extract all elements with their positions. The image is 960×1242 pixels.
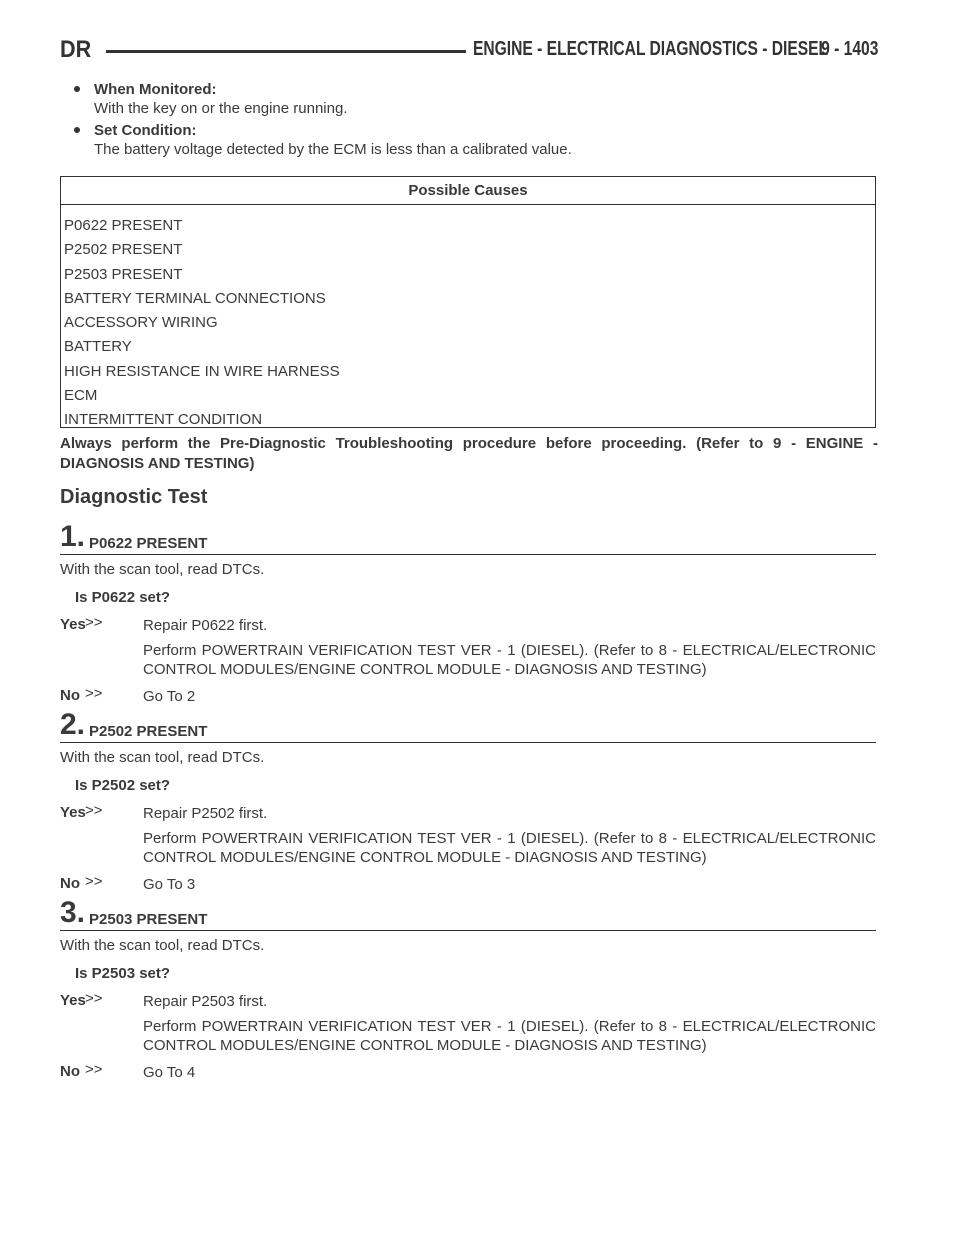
diagnostic-step-1 bbox=[60, 520, 876, 712]
yes-action: Repair P2502 first. bbox=[143, 805, 268, 822]
header-model-code: DR bbox=[60, 36, 92, 63]
bullet-text: The battery voltage detected by the ECM is less than a calibrated value. bbox=[94, 141, 572, 158]
response-yes bbox=[60, 992, 876, 1055]
arrow-icon: >> bbox=[85, 802, 103, 819]
pre-diagnostic-note: Always perform the Pre-Diagnostic Troubleshooting procedure before proceeding. (Refer to 9 - ENGINE - DIAGNOSIS AND TESTING) bbox=[60, 435, 878, 472]
response-yes bbox=[60, 616, 876, 679]
bullet-label: Set Condition: bbox=[94, 122, 197, 139]
page-header bbox=[60, 36, 878, 66]
yes-detail: Perform POWERTRAIN VERIFICATION TEST VER - 1 (DIESEL). (Refer to 8 - ELECTRICAL/ELECTRONIC CONTROL MODULES/ENGINE CONTROL MODULE - DIAGNOSIS AND TESTING) bbox=[143, 642, 876, 678]
yes-action: Repair P2503 first. bbox=[143, 993, 268, 1010]
step-question: Is P2502 set? bbox=[75, 777, 171, 794]
response-yes bbox=[60, 804, 876, 867]
no-action: Go To 4 bbox=[143, 1064, 196, 1081]
yes-action-body bbox=[143, 804, 876, 867]
possible-causes-table bbox=[60, 176, 876, 428]
possible-causes-list bbox=[61, 205, 875, 433]
step-heading bbox=[60, 520, 876, 555]
yes-detail: Perform POWERTRAIN VERIFICATION TEST VER - 1 (DIESEL). (Refer to 8 - ELECTRICAL/ELECTRONIC CONTROL MODULES/ENGINE CONTROL MODULE - DIAGNOSIS AND TESTING) bbox=[143, 1018, 876, 1054]
bullet-dot-icon bbox=[74, 127, 80, 133]
header-title: ENGINE - ELECTRICAL DIAGNOSTICS - DIESEL bbox=[473, 38, 829, 60]
yes-action-body bbox=[143, 616, 876, 679]
yes-label: Yes bbox=[60, 992, 86, 1009]
possible-causes-title: Possible Causes bbox=[61, 177, 875, 205]
step-number: 3. bbox=[60, 896, 86, 929]
arrow-icon: >> bbox=[85, 990, 103, 1007]
header-rule bbox=[106, 50, 466, 53]
no-action-body bbox=[143, 687, 876, 706]
step-heading bbox=[60, 708, 876, 743]
step-instruction: With the scan tool, read DTCs. bbox=[60, 749, 265, 766]
bullet-set-condition bbox=[60, 121, 878, 159]
step-instruction: With the scan tool, read DTCs. bbox=[60, 937, 265, 954]
monitor-conditions bbox=[60, 80, 878, 162]
step-number: 2. bbox=[60, 708, 86, 741]
arrow-icon: >> bbox=[85, 1061, 103, 1078]
no-action: Go To 2 bbox=[143, 688, 196, 705]
cause-item: INTERMITTENT CONDITION bbox=[64, 411, 263, 429]
no-label: No bbox=[60, 687, 80, 704]
yes-detail: Perform POWERTRAIN VERIFICATION TEST VER - 1 (DIESEL). (Refer to 8 - ELECTRICAL/ELECTRONIC CONTROL MODULES/ENGINE CONTROL MODULE - DIAGNOSIS AND TESTING) bbox=[143, 830, 876, 866]
step-title: P2502 PRESENT bbox=[89, 723, 208, 740]
cause-item: P0622 PRESENT bbox=[64, 217, 183, 234]
step-number: 1. bbox=[60, 520, 86, 553]
cause-item: ACCESSORY WIRING bbox=[64, 314, 218, 332]
cause-item: P2502 PRESENT bbox=[64, 241, 183, 259]
step-heading bbox=[60, 896, 876, 931]
bullet-dot-icon bbox=[74, 86, 80, 92]
yes-action: Repair P0622 first. bbox=[143, 617, 268, 634]
diagnostic-step-3 bbox=[60, 896, 876, 1088]
response-no bbox=[60, 1063, 876, 1082]
cause-item: P2503 PRESENT bbox=[64, 265, 183, 283]
step-question: Is P0622 set? bbox=[75, 589, 171, 606]
no-action: Go To 3 bbox=[143, 876, 196, 893]
no-label: No bbox=[60, 875, 80, 892]
response-no bbox=[60, 875, 876, 894]
arrow-icon: >> bbox=[85, 685, 103, 702]
cause-item: ECM bbox=[64, 387, 98, 405]
arrow-icon: >> bbox=[85, 873, 103, 890]
bullet-label: When Monitored: bbox=[94, 81, 217, 98]
response-no bbox=[60, 687, 876, 706]
yes-label: Yes bbox=[60, 804, 86, 821]
step-question: Is P2503 set? bbox=[75, 965, 171, 982]
step-title: P2503 PRESENT bbox=[89, 911, 208, 928]
section-title: Diagnostic Test bbox=[60, 486, 208, 508]
page-number: 9 - 1403 bbox=[820, 38, 878, 60]
cause-item: HIGH RESISTANCE IN WIRE HARNESS bbox=[64, 362, 340, 380]
no-action-body bbox=[143, 1063, 876, 1082]
yes-label: Yes bbox=[60, 616, 86, 633]
bullet-when-monitored bbox=[60, 80, 878, 118]
yes-action-body bbox=[143, 992, 876, 1055]
arrow-icon: >> bbox=[85, 614, 103, 631]
no-action-body bbox=[143, 875, 876, 894]
bullet-text: With the key on or the engine running. bbox=[94, 100, 348, 117]
cause-item: BATTERY TERMINAL CONNECTIONS bbox=[64, 289, 326, 307]
diagnostic-step-2 bbox=[60, 708, 876, 900]
step-title: P0622 PRESENT bbox=[89, 535, 208, 552]
no-label: No bbox=[60, 1063, 80, 1080]
cause-item: BATTERY bbox=[64, 338, 132, 356]
step-instruction: With the scan tool, read DTCs. bbox=[60, 561, 265, 578]
